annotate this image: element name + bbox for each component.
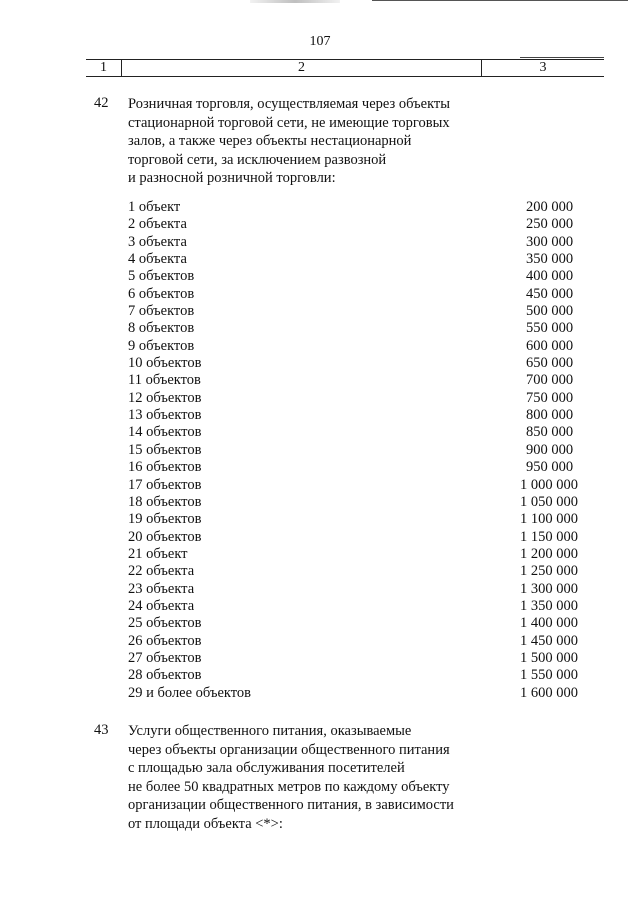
object-count: 29 и более объектов (128, 684, 251, 701)
description-line: стационарной торговой сети, не имеющие торговых (128, 114, 450, 131)
tariff-amount: 300 000 (526, 233, 574, 250)
tariff-row (128, 563, 588, 580)
object-count: 18 объектов (128, 493, 202, 510)
object-count: 19 объектов (128, 511, 202, 528)
tariff-amount: 1 300 000 (520, 580, 578, 597)
description-line: залов, а также через объекты нестационарной (128, 133, 412, 149)
column-number-header (86, 59, 604, 77)
item-description (128, 95, 488, 188)
item-number: 42 (94, 95, 109, 111)
tariff-row (128, 251, 588, 268)
tariff-row (128, 546, 588, 563)
tariff-amount: 350 000 (526, 251, 574, 268)
object-count: 15 объектов (128, 441, 202, 458)
tariff-amount: 1 150 000 (520, 528, 578, 545)
tariff-row (128, 529, 588, 546)
tariff-row (128, 494, 588, 511)
header-overline (520, 57, 604, 58)
tariff-row (128, 477, 588, 494)
description-line: не более 50 квадратных метров по каждому объекту (128, 778, 450, 795)
tariff-row (128, 234, 588, 251)
tariff-amount: 700 000 (526, 372, 574, 389)
object-count: 12 объектов (128, 389, 202, 406)
object-count: 26 объектов (128, 632, 202, 649)
tariff-row (128, 598, 588, 615)
object-count: 10 объектов (128, 355, 202, 372)
object-count: 2 объекта (128, 216, 187, 233)
object-count: 28 объектов (128, 667, 202, 684)
description-line: Розничная торговля, осуществляемая через объекты (128, 96, 450, 112)
object-count: 27 объектов (128, 649, 202, 666)
tariff-row (128, 338, 588, 355)
top-rule (372, 0, 628, 1)
tariff-amount: 1 500 000 (520, 649, 578, 666)
tariff-row (128, 372, 588, 389)
tariff-amount: 400 000 (526, 268, 574, 285)
object-count: 24 объекта (128, 597, 195, 614)
object-count: 3 объекта (128, 233, 187, 250)
object-count: 20 объектов (128, 528, 202, 545)
tariff-row (128, 650, 588, 667)
description-line: Услуги общественного питания, оказываемые (128, 723, 412, 739)
column-number-3: 3 (539, 60, 547, 75)
tariff-row (128, 303, 588, 320)
object-count: 14 объектов (128, 424, 202, 441)
object-count: 9 объектов (128, 337, 195, 354)
tariff-amount: 1 200 000 (520, 545, 578, 562)
description-line: от площади объекта <*>: (128, 815, 283, 832)
object-count: 17 объектов (128, 476, 202, 493)
tariff-row (128, 442, 588, 459)
tariff-amount: 750 000 (526, 389, 574, 406)
tariff-row (128, 407, 588, 424)
object-count: 13 объектов (128, 407, 202, 424)
item-number: 43 (94, 722, 109, 738)
description-line: организации общественного питания, в зависимости (128, 797, 454, 813)
tariff-amount: 450 000 (526, 285, 574, 302)
tariff-row (128, 667, 588, 684)
tariff-amount: 1 000 000 (520, 476, 578, 493)
tariff-amount: 800 000 (526, 407, 574, 424)
object-count: 21 объект (128, 545, 188, 562)
tariff-row (128, 633, 588, 650)
tariff-row (128, 459, 588, 476)
tariff-amount: 1 050 000 (520, 493, 578, 510)
tariff-amount: 550 000 (526, 320, 574, 337)
tariff-row (128, 199, 588, 216)
page-number: 107 (309, 34, 331, 49)
object-count: 23 объекта (128, 580, 195, 597)
object-count: 8 объектов (128, 320, 195, 337)
object-count: 6 объектов (128, 285, 195, 302)
tariff-amount: 950 000 (526, 459, 574, 476)
object-count: 22 объекта (128, 563, 195, 580)
tariff-amount: 1 100 000 (520, 511, 578, 528)
tariff-row (128, 355, 588, 372)
object-count: 1 объект (128, 199, 181, 215)
tariff-amount: 200 000 (526, 199, 574, 215)
object-count: 25 объектов (128, 615, 202, 632)
tariff-amount: 1 450 000 (520, 632, 578, 649)
description-line: и разносной розничной торговли: (128, 170, 336, 186)
object-count: 7 объектов (128, 303, 195, 320)
tariff-amount: 500 000 (526, 303, 574, 320)
tariff-row (128, 424, 588, 441)
tariff-amount: 900 000 (526, 441, 574, 458)
tariff-amount: 1 600 000 (520, 684, 578, 701)
object-count: 16 объектов (128, 459, 202, 476)
tariff-list (128, 199, 588, 702)
column-number-2: 2 (122, 60, 482, 76)
tariff-row (128, 685, 588, 702)
description-line: торговой сети, за исключением развозной (128, 151, 387, 168)
column-number-1: 1 (86, 60, 122, 76)
tariff-row (128, 216, 588, 233)
tariff-amount: 600 000 (526, 337, 574, 354)
tariff-row (128, 615, 588, 632)
tariff-row (128, 390, 588, 407)
tariff-row (128, 511, 588, 528)
tariff-row (128, 320, 588, 337)
tariff-amount: 1 400 000 (520, 615, 578, 632)
description-line: через объекты организации общественного питания (128, 741, 450, 758)
tariff-amount: 250 000 (526, 216, 574, 233)
tariff-amount: 1 350 000 (520, 597, 578, 614)
tariff-amount: 650 000 (526, 355, 574, 372)
tariff-amount: 1 250 000 (520, 563, 578, 580)
object-count: 5 объектов (128, 268, 195, 285)
tariff-row (128, 268, 588, 285)
object-count: 4 объекта (128, 251, 187, 268)
description-line: с площадью зала обслуживания посетителей (128, 760, 405, 776)
tariff-row (128, 286, 588, 303)
scan-artifact (250, 0, 340, 3)
tariff-amount: 850 000 (526, 424, 574, 441)
tariff-row (128, 581, 588, 598)
object-count: 11 объектов (128, 372, 201, 389)
tariff-amount: 1 550 000 (520, 667, 578, 684)
item-description (128, 722, 488, 833)
